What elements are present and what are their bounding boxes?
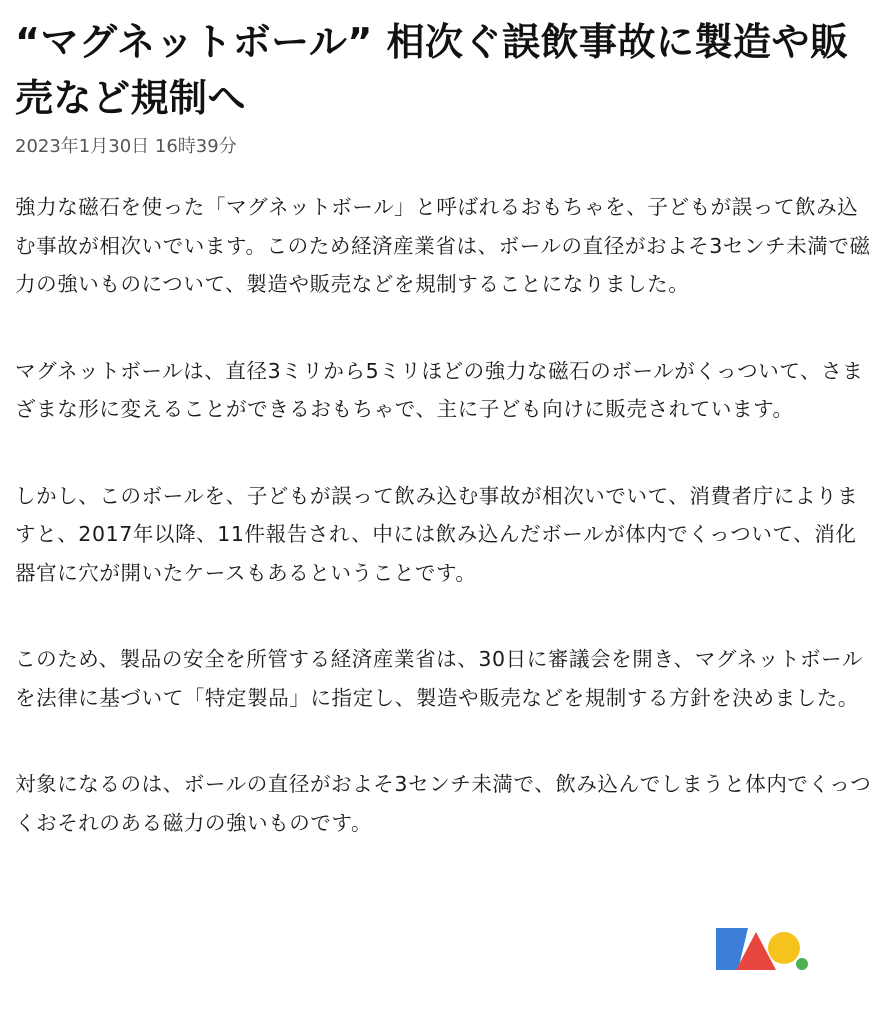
news-article (15, 0, 873, 890)
logo-yellow-shape (768, 932, 800, 964)
logo-green-shape (796, 958, 808, 970)
article-headline: “マグネットボール” 相次ぐ誤飲事故に製造や販売など規制へ (15, 20, 849, 120)
logo-graphic (716, 924, 812, 972)
colorful-logo-icon[interactable] (716, 924, 812, 972)
article-paragraph: しかし、このボールを、子どもが誤って飲み込む事故が相次いでいて、消費者庁によりますと、2017年以降、11件報告され、中には飲み込んだボールが体内でくっついて、消化器官に穴が開いたケースもあるということです。 (15, 483, 859, 585)
article-paragraph: 対象になるのは、ボールの直径がおよそ3センチ未満で、飲み込んでしまうと体内でくっつくおそれのある磁力の強いものです。 (15, 772, 872, 835)
article-timestamp: 2023年1月30日 16時39分 (15, 136, 237, 157)
article-paragraph: このため、製品の安全を所管する経済産業省は、30日に審議会を開き、マグネットボールを法律に基づいて「特定製品」に指定し、製造や販売などを規制する方針を決めました。 (15, 647, 863, 710)
article-body (15, 188, 873, 842)
article-paragraph: マグネットボールは、直径3ミリから5ミリほどの強力な磁石のボールがくっついて、さまざまな形に変えることができるおもちゃで、主に子ども向けに販売されています。 (15, 358, 864, 421)
article-paragraph: 強力な磁石を使った「マグネットボール」と呼ばれるおもちゃを、子どもが誤って飲み込む事故が相次いでいます。このため経済産業省は、ボールの直径がおよそ3センチ未満で磁力の強いものについて、製造や販売などを規制することになりました。 (15, 195, 871, 296)
